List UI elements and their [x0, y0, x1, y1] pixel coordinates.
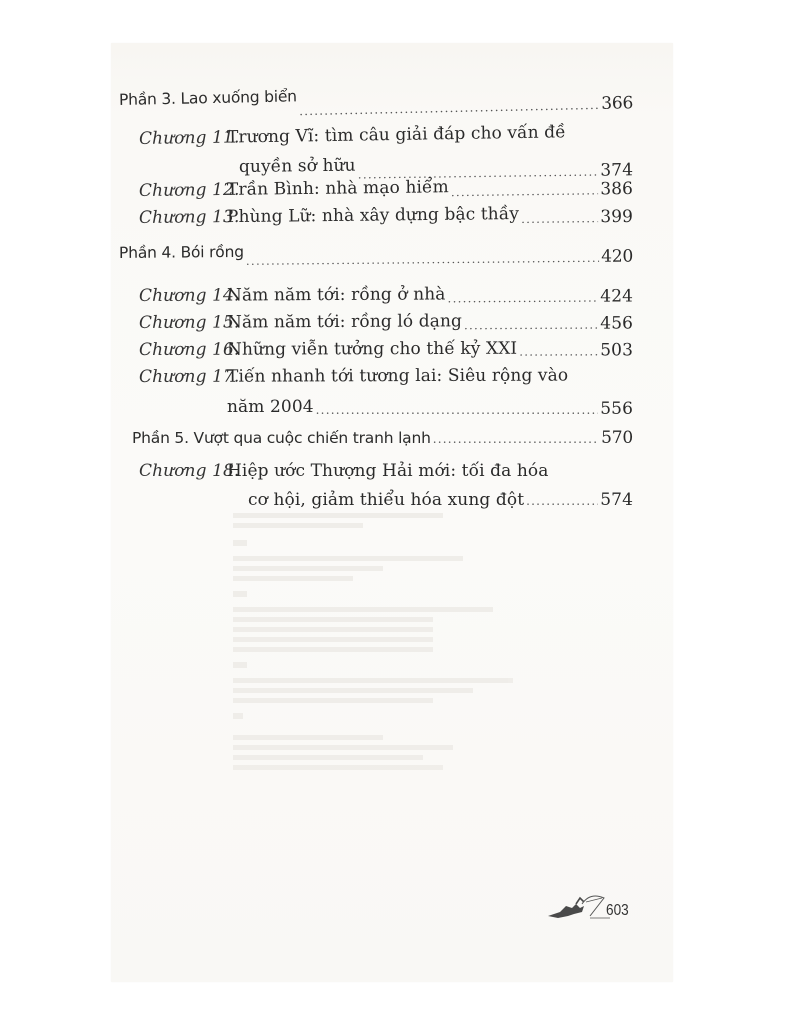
toc-chapter-18-cont[interactable] [248, 490, 633, 510]
page-number: 603 [606, 902, 629, 919]
toc-chapter-16[interactable] [139, 338, 633, 360]
dot-leader [451, 183, 599, 199]
dragon-rider-ornament-icon [546, 890, 610, 920]
toc-chapter-15[interactable] [139, 310, 633, 333]
dot-leader [316, 403, 599, 417]
chapter-label: Chương 12. [138, 179, 240, 201]
page-ref: 399 [600, 206, 634, 228]
chapter-title-line1: Hiệp ước Thượng Hải mới: tối đa hóa [227, 461, 549, 481]
chapter-label: Chương 14. [138, 285, 240, 306]
dot-leader [447, 291, 598, 306]
page-ref: 366 [601, 93, 634, 114]
chapter-label: Chương 11. [138, 127, 240, 149]
reverse-side-bleed-through [233, 513, 533, 775]
dot-leader [464, 318, 598, 333]
chapter-label: Chương 15. [138, 312, 240, 333]
part-title: Phần 5. Vượt qua cuộc chiến tranh lạnh [132, 429, 431, 447]
toc-part-5[interactable] [132, 428, 633, 448]
chapter-title: Trần Bình: nhà mạo hiểm [226, 177, 449, 200]
dot-leader [299, 98, 600, 118]
page-ref: 420 [601, 246, 634, 267]
dot-leader [433, 432, 599, 446]
toc-chapter-17-cont[interactable] [227, 397, 633, 417]
chapter-title: Năm năm tới: rồng ló dạng [226, 311, 463, 333]
chapter-label: Chương 13. [138, 206, 240, 228]
chapter-title-line2: cơ hội, giảm thiểu hóa xung đột [248, 490, 525, 510]
dot-leader [526, 494, 598, 508]
part-title: Phần 3. Lao xuống biển [118, 87, 298, 109]
chapter-title-line2: quyền sở hữu [238, 155, 356, 177]
toc-chapter-11[interactable] [139, 122, 566, 149]
page-footer [546, 890, 633, 920]
book-page [111, 43, 673, 982]
chapter-title-line1: Trương Vĩ: tìm câu giải đáp cho vấn đề [226, 122, 566, 148]
toc-chapter-13[interactable] [139, 203, 633, 228]
toc-chapter-11-cont[interactable] [238, 152, 634, 181]
page-ref: 574 [600, 490, 633, 510]
page-ref: 386 [600, 178, 634, 200]
part-title: Phần 4. Bói rồng [118, 242, 244, 262]
chapter-label: Chương 17. [138, 366, 240, 387]
toc-part-4[interactable] [118, 239, 634, 267]
chapter-label: Chương 16. [138, 339, 240, 360]
page-ref: 570 [601, 428, 633, 448]
toc-part-3[interactable] [118, 79, 634, 114]
page-ref: 374 [600, 160, 634, 181]
toc-chapter-17[interactable] [139, 366, 568, 387]
chapter-title: Những viễn tưởng cho thế kỷ XXI [226, 338, 518, 360]
chapter-label: Chương 18. [139, 461, 240, 481]
dot-leader [246, 251, 599, 268]
chapter-title: Năm năm tới: rồng ở nhà [226, 284, 446, 306]
chapter-title-line1: Tiến nhanh tới tương lai: Siêu rộng vào [226, 365, 569, 387]
page-ref: 556 [600, 399, 633, 419]
toc-chapter-12[interactable] [139, 175, 633, 201]
page-ref: 424 [600, 286, 634, 307]
toc-chapter-18[interactable] [139, 461, 548, 481]
dot-leader [519, 344, 598, 358]
toc-chapter-14[interactable] [139, 283, 633, 306]
chapter-title-line2: năm 2004 [227, 397, 314, 417]
dot-leader [521, 211, 598, 226]
page-ref: 503 [600, 340, 634, 361]
page-ref: 456 [600, 313, 634, 334]
chapter-title: Phùng Lữ: nhà xây dựng bậc thầy [226, 204, 520, 228]
